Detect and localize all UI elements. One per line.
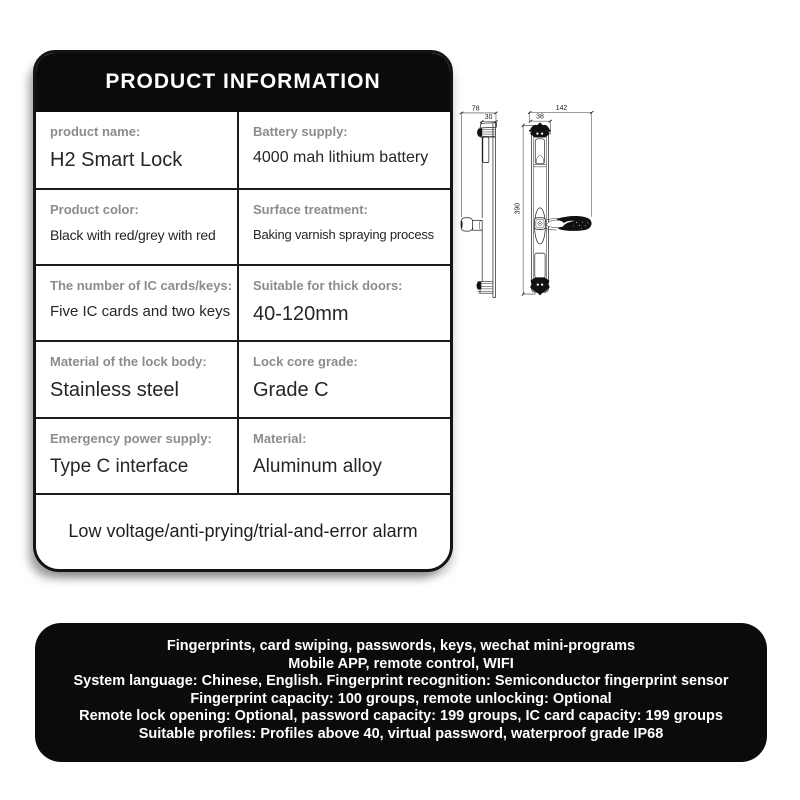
side-view: [460, 105, 498, 297]
spec-label: Emergency power supply:: [50, 430, 212, 446]
spec-label: The number of IC cards/keys:: [50, 278, 233, 294]
spec-cell-lock-core-grade: [239, 340, 450, 416]
dim-front-total-width: 142: [555, 104, 568, 112]
feature-line: Suitable profiles: Profiles above 40, virtual password, waterproof grade IP68: [138, 725, 664, 742]
spec-label: Lock core grade:: [253, 354, 358, 370]
feature-line: Mobile APP, remote control, WIFI: [288, 655, 514, 672]
lock-technical-drawing: [455, 100, 800, 575]
feature-line: Remote lock opening: Optional, password capacity: 199 groups, IC card capacity: 199 groups: [79, 708, 723, 725]
spec-value: H2 Smart Lock: [50, 149, 183, 171]
dim-front-height: 390: [514, 202, 522, 215]
front-view: [514, 105, 593, 296]
spec-value: 4000 mah lithium battery: [253, 149, 429, 166]
feature-line: System language: Chinese, English. Fingerprint recognition: Semiconductor fingerprint sensor: [73, 673, 729, 690]
spec-label: Battery supply:: [253, 124, 348, 139]
spec-value: 40-120mm: [253, 303, 349, 326]
spec-cell-ic-cards-keys: [36, 264, 239, 340]
spec-value: Baking varnish spraying process: [253, 227, 434, 243]
dim-side-total-width: 78: [471, 105, 480, 113]
spec-cell-material: [239, 417, 450, 493]
spec-value: Type C interface: [50, 455, 189, 477]
spec-cell-battery-supply: [239, 112, 450, 188]
dim-front-plate-width: 38: [536, 113, 544, 121]
spec-value: Grade C: [253, 379, 329, 402]
spec-value: Black with red/grey with red: [50, 227, 216, 244]
spec-label: Surface treatment:: [253, 202, 368, 218]
spec-value: Five IC cards and two keys: [50, 303, 231, 321]
spec-label: Suitable for thick doors:: [253, 278, 403, 294]
spec-label: Material:: [253, 430, 307, 446]
feature-line: Fingerprints, card swiping, passwords, keys, wechat mini-programs: [166, 638, 636, 654]
spec-value: Stainless steel: [50, 379, 179, 402]
spec-label: Material of the lock body:: [50, 354, 207, 370]
spec-table: [36, 112, 450, 569]
spec-cell-emergency-power: [36, 417, 239, 493]
spec-cell-product-name: [36, 112, 239, 188]
product-info-card: [33, 50, 453, 572]
dim-side-body-width: 30: [484, 113, 493, 121]
spec-label: Product color:: [50, 202, 139, 218]
spec-cell-product-color: [36, 188, 239, 264]
alarm-text: Low voltage/anti-prying/trial-and-error alarm: [68, 521, 418, 542]
spec-label: product name:: [50, 124, 141, 139]
spec-value: Aluminum alloy: [253, 455, 382, 477]
features-panel: [35, 623, 767, 762]
spec-cell-door-thickness: [239, 264, 450, 340]
spec-cell-surface-treatment: [239, 188, 450, 264]
spec-cell-alarm-features: [36, 493, 450, 569]
card-title: PRODUCT INFORMATION: [105, 70, 381, 93]
spec-cell-lock-body-material: [36, 340, 239, 416]
card-header: [35, 52, 451, 112]
feature-line: Fingerprint capacity: 100 groups, remote unlocking: Optional: [190, 690, 612, 707]
